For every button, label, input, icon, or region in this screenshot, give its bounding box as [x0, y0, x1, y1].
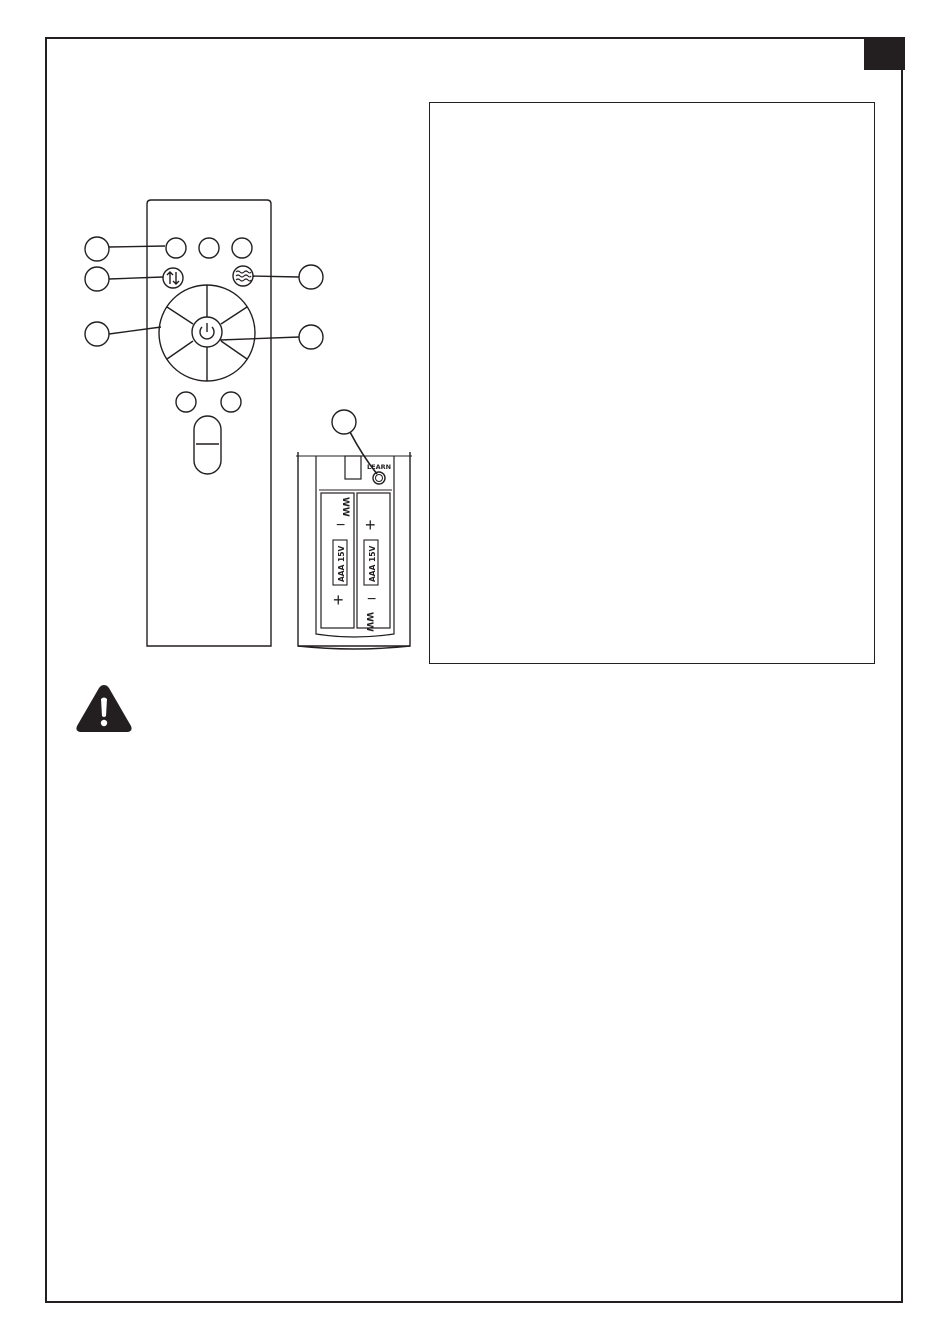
top-button-2 [199, 238, 219, 258]
battery-right-minus: − [367, 591, 377, 608]
top-button-3 [232, 238, 252, 258]
warning-triangle-icon [74, 682, 134, 734]
callout-1 [85, 237, 109, 261]
learn-label: LEARN [367, 463, 392, 471]
rocker-button [194, 416, 221, 474]
latch [345, 456, 361, 479]
callout-6 [332, 410, 356, 434]
battery-left-plus: + [333, 590, 344, 610]
remote-illustration [70, 190, 420, 660]
description-box [429, 102, 875, 664]
spring-right: WW [364, 612, 374, 632]
lower-button-left [176, 392, 196, 412]
wave-icon [236, 271, 251, 281]
callout-5 [299, 325, 323, 349]
battery-left-minus: − [336, 517, 346, 534]
power-icon [200, 323, 214, 339]
callout-2 [85, 267, 109, 291]
lower-button-right [221, 392, 241, 412]
remote-front-body [147, 200, 271, 646]
battery-right-label: AAA 15V [368, 545, 377, 582]
corner-tab [864, 37, 905, 70]
swing-icon [167, 272, 179, 284]
learn-button [373, 472, 385, 484]
swing-button [163, 268, 183, 288]
callout-3 [85, 322, 109, 346]
spring-left: WW [340, 497, 350, 517]
battery-right-plus: + [365, 515, 376, 535]
top-button-1 [166, 238, 186, 258]
battery-left-label: AAA 15V [337, 545, 346, 582]
callout-4 [299, 265, 323, 289]
